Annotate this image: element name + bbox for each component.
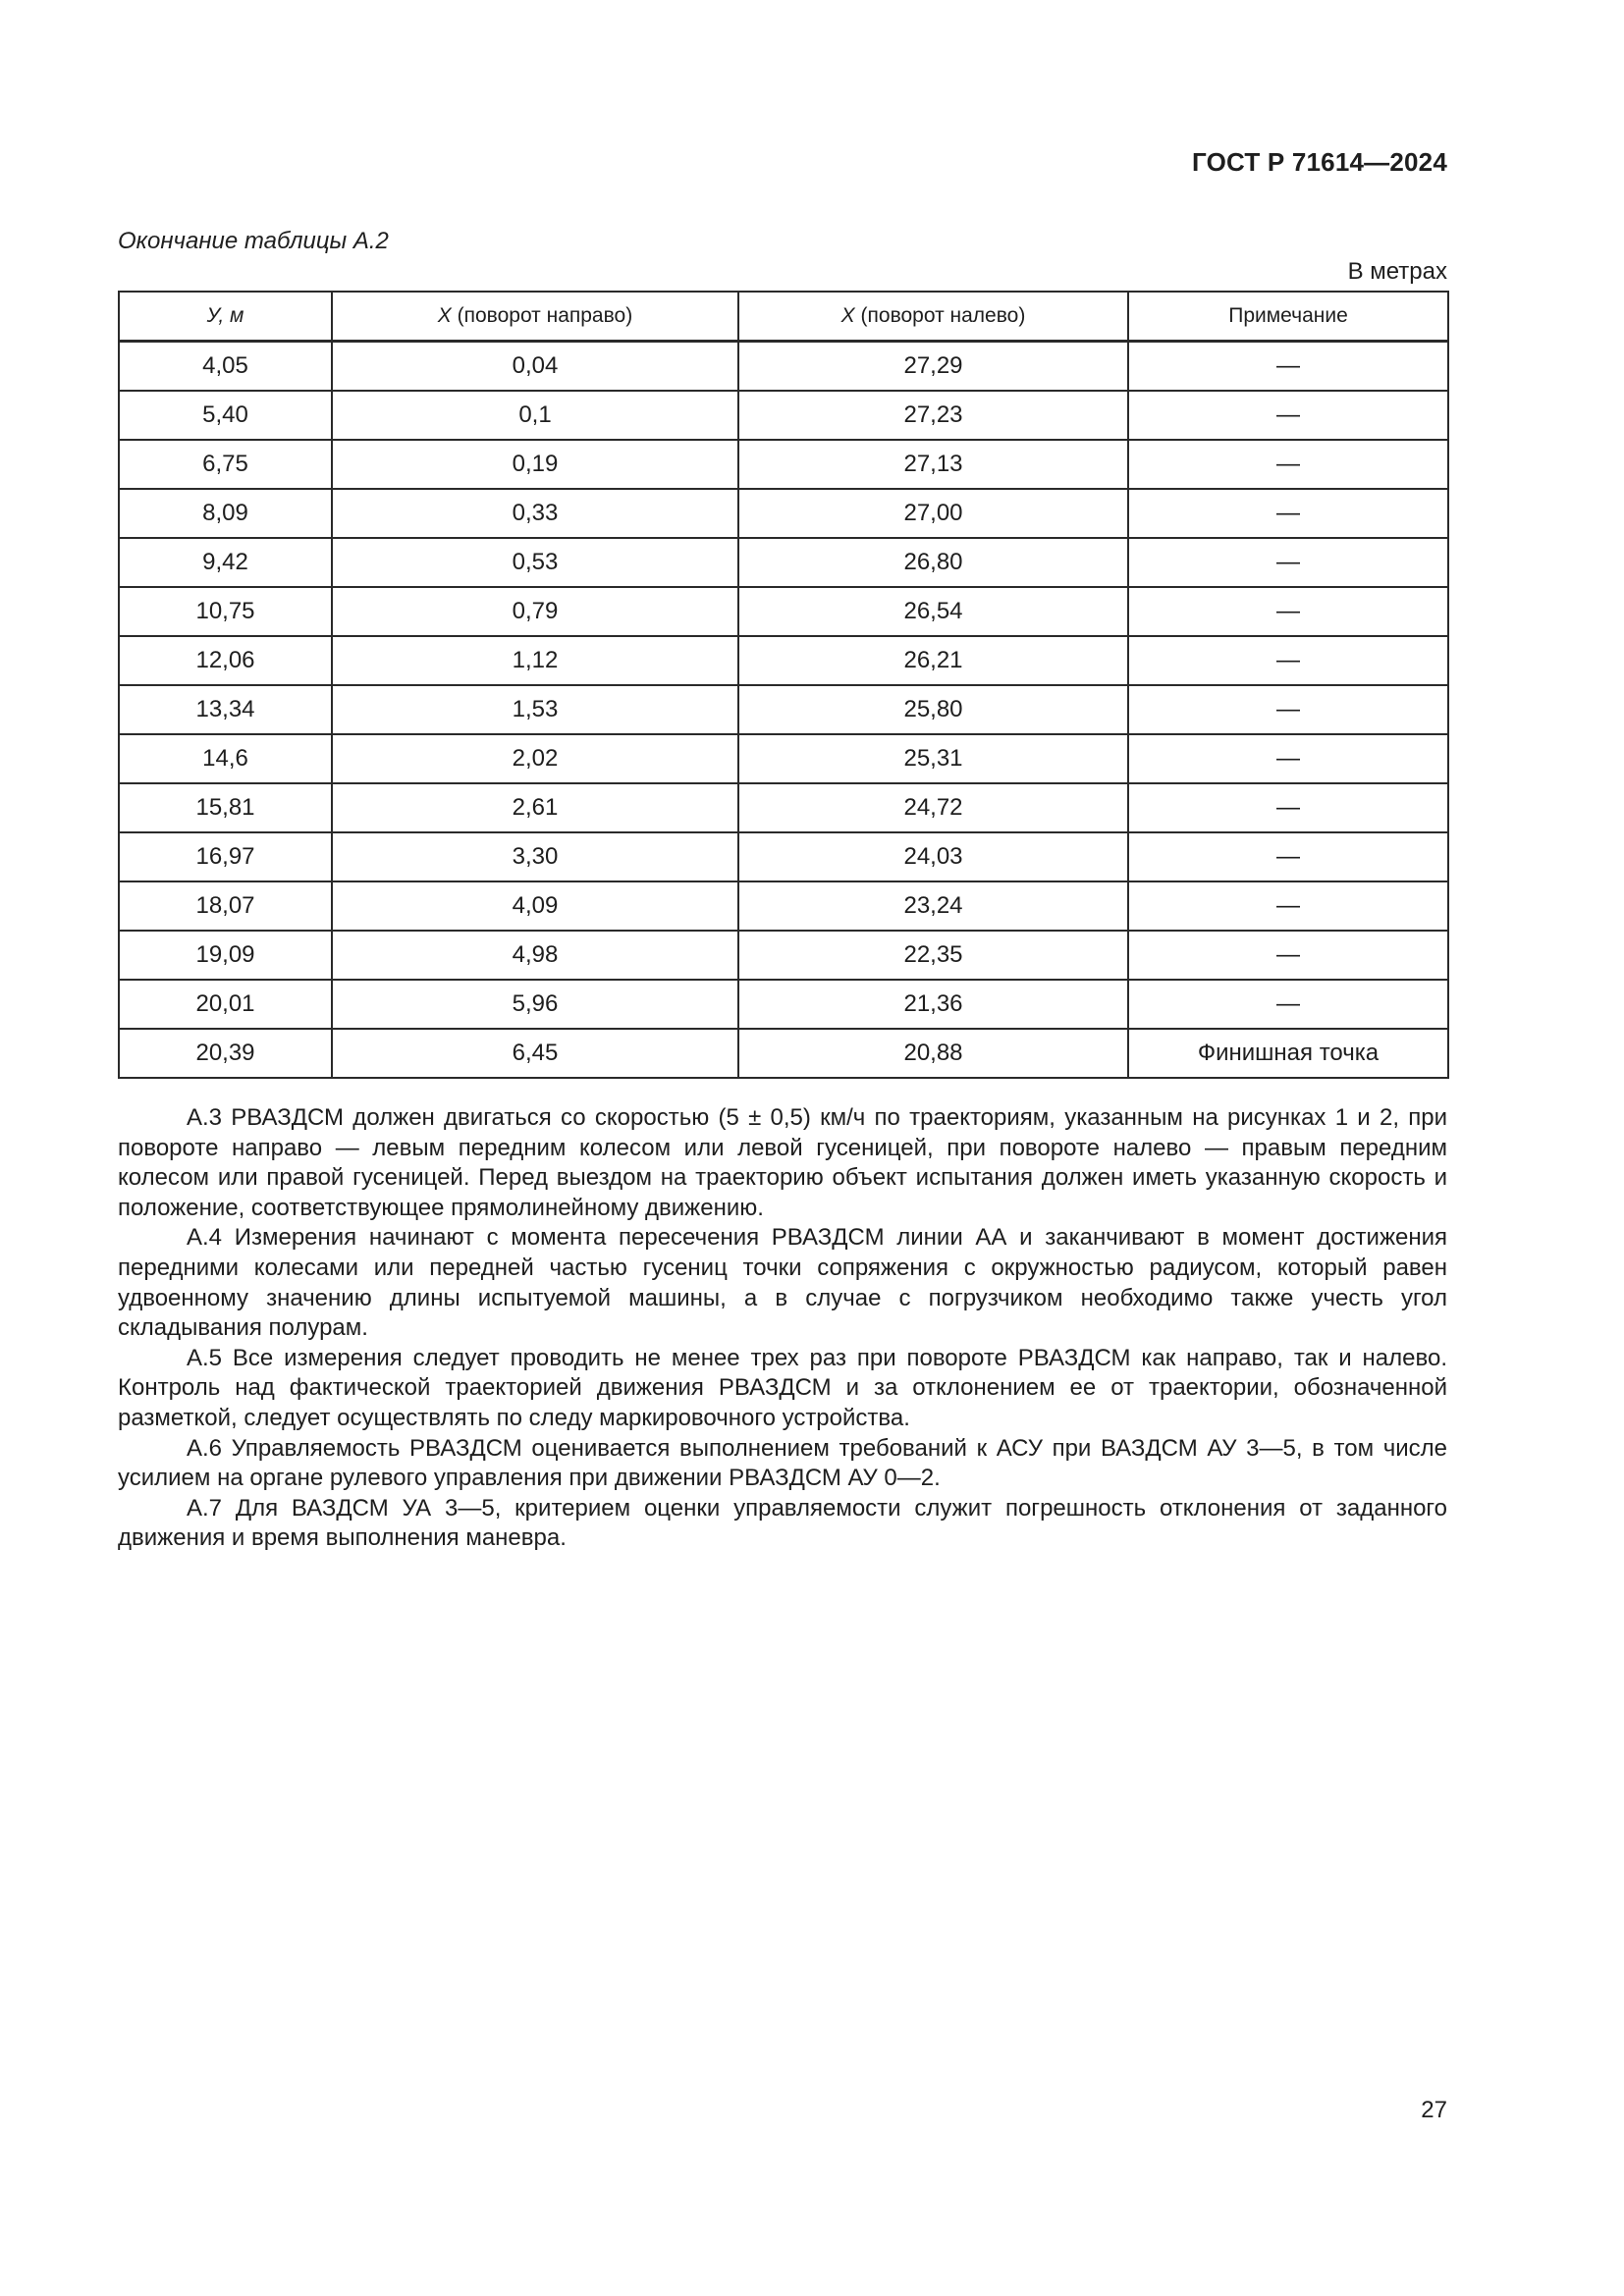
table-cell: 3,30 [332,832,738,881]
table-cell: 0,53 [332,538,738,587]
table-cell: 25,80 [738,685,1128,734]
paragraph-a6: А.6 Управляемость РВАЗДСМ оценивается выполнением требований к АСУ при ВАЗДСМ АУ 3—5, в том числе усилием на органе рулевого управления при движении РВАЗДСМ АУ 0—2. [118,1434,1447,1492]
table-cell: 27,29 [738,342,1128,392]
column-header-x-right [332,292,738,342]
column-text: (поворот направо) [451,304,633,327]
table-cell: — [1128,391,1448,440]
table-cell: 5,40 [119,391,332,440]
table-cell: 26,21 [738,636,1128,685]
table-cell: Финишная точка [1128,1029,1448,1078]
table-cell: — [1128,440,1448,489]
table-cell: 9,42 [119,538,332,587]
table-cell: — [1128,783,1448,832]
table-header-row [119,292,1448,342]
table-cell: 10,75 [119,587,332,636]
table-cell: 4,98 [332,931,738,980]
table-cell: — [1128,342,1448,392]
table-cell: 19,09 [119,931,332,980]
table-cell: — [1128,587,1448,636]
table-cell: 0,1 [332,391,738,440]
table-cell: 26,80 [738,538,1128,587]
column-header-note [1128,292,1448,342]
table-cell: 20,39 [119,1029,332,1078]
column-header-x-left [738,292,1128,342]
table-row [119,587,1448,636]
table-cell: 27,00 [738,489,1128,538]
table-row [119,881,1448,931]
table-cell: 0,04 [332,342,738,392]
table-row [119,636,1448,685]
table-cell: 13,34 [119,685,332,734]
table-cell: 0,19 [332,440,738,489]
table-cell: 23,24 [738,881,1128,931]
table-cell: 5,96 [332,980,738,1029]
table-row [119,931,1448,980]
table-row [119,734,1448,783]
table-row [119,1029,1448,1078]
table-row [119,783,1448,832]
table-cell: — [1128,832,1448,881]
table-cell: 4,05 [119,342,332,392]
table-cell: 8,09 [119,489,332,538]
table-row [119,980,1448,1029]
table-cell: 24,72 [738,783,1128,832]
table-row [119,391,1448,440]
table-caption: Окончание таблицы А.2 [118,228,389,254]
column-text: (поворот налево) [854,304,1026,327]
column-unit: , м [218,304,244,327]
table-cell: 27,13 [738,440,1128,489]
paragraph-a5: А.5 Все измерения следует проводить не менее трех раз при повороте РВАЗДСМ как направо, так и налево. Контроль над фактической траекторией движения РВАЗДСМ и за отклонением ее от траектории, обозначенной разметкой, следует осуществлять по следу маркировочного устройства. [118,1344,1447,1431]
column-text: Примечание [1228,304,1348,327]
table-row [119,489,1448,538]
table-cell: 20,01 [119,980,332,1029]
table-cell: 0,33 [332,489,738,538]
table-cell: 14,6 [119,734,332,783]
table-cell: 6,75 [119,440,332,489]
table-cell: 0,79 [332,587,738,636]
table-cell: — [1128,636,1448,685]
table-cell: — [1128,489,1448,538]
table-cell: 6,45 [332,1029,738,1078]
table-cell: — [1128,980,1448,1029]
paragraph-a3: А.3 РВАЗДСМ должен двигаться со скоростью (5 ± 0,5) км/ч по траекториям, указанным на рисунках 1 и 2, при повороте направо — левым передним колесом или левой гусеницей, при повороте налево — правым передним колесом или правой гусеницей. Перед выездом на траекторию объект испытания должен иметь указанную скорость и положение, соответствующее прямолинейному движению. [118,1104,1447,1221]
table-cell: — [1128,931,1448,980]
table-cell: 22,35 [738,931,1128,980]
table-cell: — [1128,734,1448,783]
page-number: 27 [1421,2097,1447,2123]
table-cell: 20,88 [738,1029,1128,1078]
column-header-y [119,292,332,342]
body-text [118,1103,1447,1554]
table-cell: 1,53 [332,685,738,734]
table-cell: 16,97 [119,832,332,881]
paragraph-a4: А.4 Измерения начинают с момента пересечения РВАЗДСМ линии АА и заканчивают в момент достижения передними колесами или передней частью гусениц точки сопряжения с окружностью радиусом, который равен удвоенному значению длины испытуемой машины, а в случае с погрузчиком необходимо также учесть угол складывания полурам. [118,1224,1447,1342]
column-var: Х [840,304,855,327]
table-row [119,440,1448,489]
table-cell: — [1128,881,1448,931]
document-code: ГОСТ Р 71614—2024 [1192,147,1447,177]
paragraph-a7: А.7 Для ВАЗДСМ УА 3—5, критерием оценки управляемости служит погрешность отклонения от заданного движения и время выполнения маневра. [118,1494,1447,1552]
table-cell: 1,12 [332,636,738,685]
table-cell: 2,61 [332,783,738,832]
table-row [119,538,1448,587]
data-table [118,291,1449,1079]
table-cell: 27,23 [738,391,1128,440]
table-cell: 24,03 [738,832,1128,881]
table-row [119,342,1448,392]
column-var: Х [437,304,452,327]
table-units: В метрах [1347,258,1447,285]
table-cell: 25,31 [738,734,1128,783]
column-var: У [206,304,219,327]
table-row [119,832,1448,881]
table-cell: 15,81 [119,783,332,832]
table-cell: 21,36 [738,980,1128,1029]
table-cell: 4,09 [332,881,738,931]
table-cell: 12,06 [119,636,332,685]
table-cell: 2,02 [332,734,738,783]
table-cell: 26,54 [738,587,1128,636]
table-cell: — [1128,685,1448,734]
table-row [119,685,1448,734]
table-cell: 18,07 [119,881,332,931]
table-cell: — [1128,538,1448,587]
